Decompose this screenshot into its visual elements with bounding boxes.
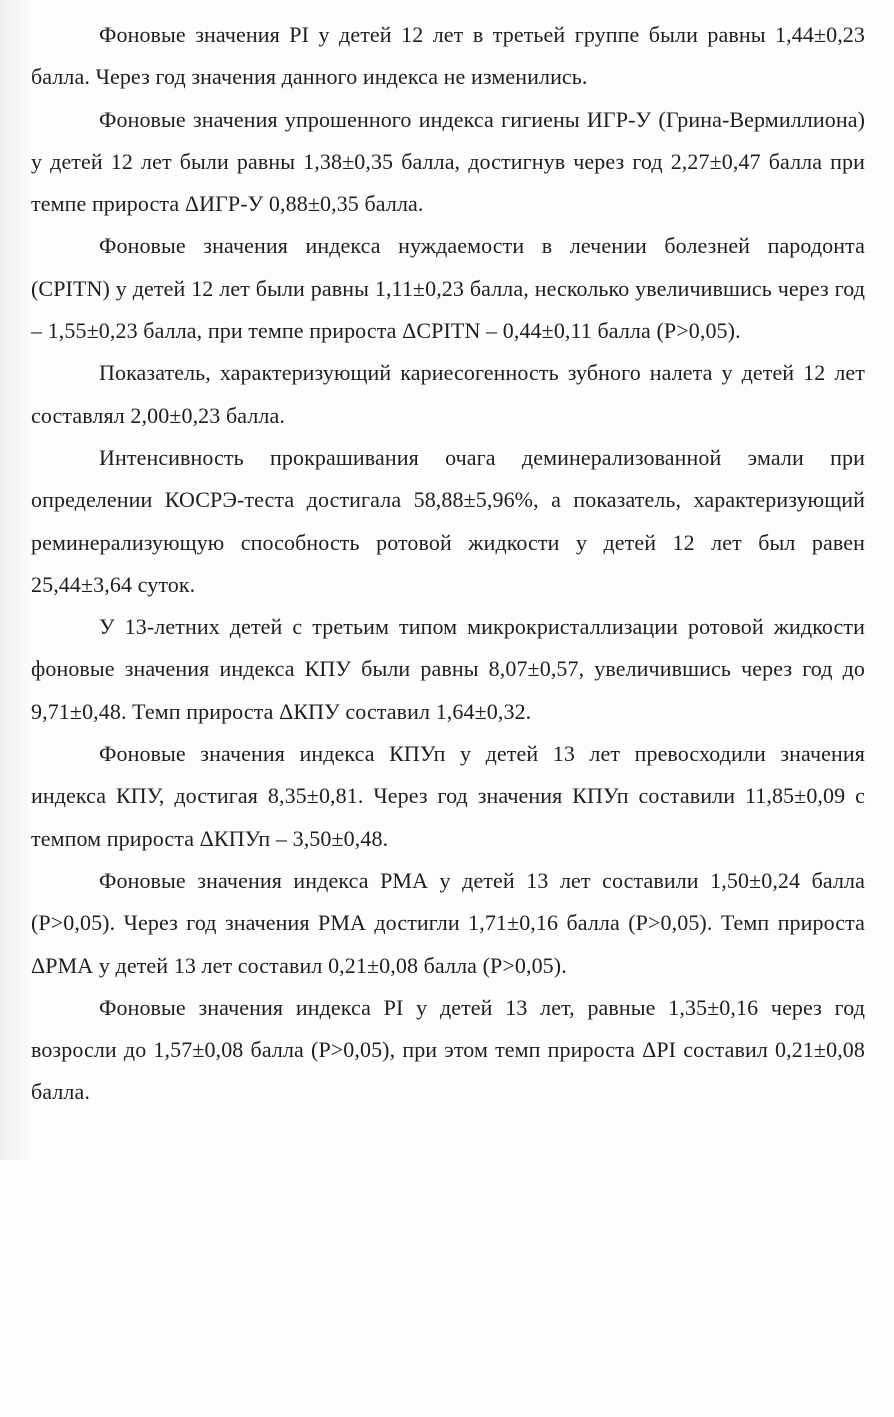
paragraph-cariogenicity-12: Показатель, характеризующий кариесогенность зубного налета у детей 12 лет составлял 2,00±0,23 балла. — [31, 360, 865, 428]
document-body — [31, 14, 865, 1114]
scan-margin-shadow — [0, 0, 34, 1160]
paragraph-cpitn-12: Фоновые значения индекса нуждаемости в лечении болезней пародонта (CPITN) у детей 12 лет были равны 1,11±0,23 балла, несколько увеличившись через год – 1,55±0,23 балла, при темпе прироста ΔCPITN – 0,44±0,11 балла (P>0,05). — [31, 233, 865, 344]
paragraph-kosre-test-12: Интенсивность прокрашивания очага деминерализованной эмали при определении КОСРЭ-теста достигала 58,88±5,96%, а показатель, характеризующий реминерализующую способность ротовой жидкости у детей 12 лет был равен 25,44±3,64 суток. — [31, 444, 865, 597]
paragraph-igr-u-12: Фоновые значения упрошенного индекса гигиены ИГР-У (Грина-Вермиллиона) у детей 12 лет были равны 1,38±0,35 балла, достигнув через год 2,27±0,47 балла при темпе прироста ΔИГР-У 0,88±0,35 балла. — [31, 106, 865, 217]
paragraph-pma-13: Фоновые значения индекса РМА у детей 13 лет составили 1,50±0,24 балла (P>0,05). Через год значения РМА достигли 1,71±0,16 балла (P>0,05). Темп прироста ΔРМА у детей 13 лет составил 0,21±0,08 балла (P>0,05). — [31, 867, 865, 978]
paragraph-pi-12: Фоновые значения PI у детей 12 лет в третьей группе были равны 1,44±0,23 балла. Через год значения данного индекса не изменились. — [31, 22, 865, 90]
paragraph-kpu-13: У 13-летних детей с третьим типом микрокристаллизации ротовой жидкости фоновые значения индекса КПУ были равны 8,07±0,57, увеличившись через год до 9,71±0,48. Темп прироста ΔКПУ составил 1,64±0,32. — [31, 614, 865, 724]
paragraph-pi-13: Фоновые значения индекса PI у детей 13 лет, равные 1,35±0,16 через год возросли до 1,57±0,08 балла (P>0,05), при этом темп прироста ΔPI составил 0,21±0,08 балла. — [31, 994, 865, 1105]
paragraph-kpup-13: Фоновые значения индекса КПУп у детей 13 лет превосходили значения индекса КПУ, достигая 8,35±0,81. Через год значения КПУп составили 11,85±0,09 с темпом прироста ΔКПУп – 3,50±0,48. — [31, 741, 865, 851]
